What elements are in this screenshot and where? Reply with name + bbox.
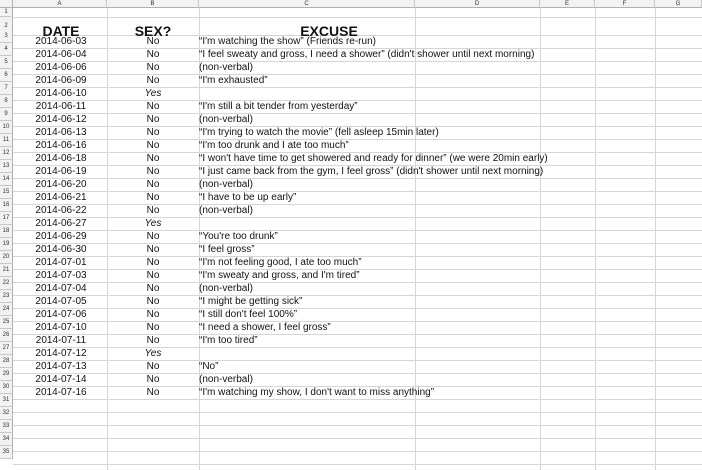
row-header[interactable]: 11	[0, 134, 13, 147]
cell-date[interactable]: 2014-06-22	[35, 205, 87, 216]
cell-date[interactable]: 2014-06-04	[35, 49, 87, 60]
cell-sex[interactable]: No	[146, 205, 160, 216]
cell-sex[interactable]: No	[146, 127, 160, 138]
row-header[interactable]: 5	[0, 56, 13, 69]
cell-excuse[interactable]: “I'm watching the show” (Friends re-run)	[199, 36, 376, 47]
cell-excuse[interactable]: “I'm sweaty and gross, and I'm tired”	[199, 270, 360, 281]
row-header[interactable]: 13	[0, 160, 13, 173]
header-excuse[interactable]: EXCUSE	[300, 23, 358, 39]
cell-excuse[interactable]: “You're too drunk”	[199, 231, 278, 242]
cell-sex[interactable]: No	[146, 322, 160, 333]
gridline-horizontal	[13, 464, 702, 465]
row-header[interactable]: 28	[0, 355, 13, 368]
cell-date[interactable]: 2014-07-12	[35, 348, 87, 359]
row-header[interactable]: 17	[0, 212, 13, 225]
cell-date[interactable]: 2014-07-14	[35, 374, 87, 385]
cell-date[interactable]: 2014-06-20	[35, 179, 87, 190]
row-header[interactable]: 25	[0, 316, 13, 329]
cell-excuse[interactable]: “I'm too tired”	[199, 335, 258, 346]
cell-excuse[interactable]: “I need a shower, I feel gross”	[199, 322, 331, 333]
cell-excuse[interactable]: “I'm exhausted”	[199, 75, 268, 86]
cell-sex[interactable]: No	[146, 309, 160, 320]
column-header-f[interactable]: F	[595, 0, 655, 8]
cell-excuse[interactable]: “I'm not feeling good, I ate too much”	[199, 257, 362, 268]
row-header[interactable]: 23	[0, 290, 13, 303]
cell-excuse[interactable]: “I'm watching my show, I don't want to miss anything”	[199, 387, 435, 398]
cell-excuse[interactable]: (non-verbal)	[199, 114, 253, 125]
gridline-horizontal	[13, 412, 702, 413]
cell-sex[interactable]: No	[146, 166, 160, 177]
column-header-b[interactable]: B	[107, 0, 199, 8]
cell-excuse[interactable]: “I feel sweaty and gross, I need a shower” (didn't shower until next morning)	[199, 49, 535, 60]
row-header[interactable]: 30	[0, 381, 13, 394]
cell-excuse[interactable]: (non-verbal)	[199, 374, 253, 385]
cell-excuse[interactable]: “I'm still a bit tender from yesterday”	[199, 101, 358, 112]
row-header[interactable]: 15	[0, 186, 13, 199]
cell-date[interactable]: 2014-06-06	[35, 62, 87, 73]
row-header[interactable]: 24	[0, 303, 13, 316]
cell-sex[interactable]: No	[146, 153, 160, 164]
cell-excuse[interactable]: “I have to be up early”	[199, 192, 297, 203]
row-header[interactable]: 19	[0, 238, 13, 251]
gridline-vertical	[595, 8, 596, 470]
row-header[interactable]: 10	[0, 121, 13, 134]
cell-date[interactable]: 2014-07-11	[35, 335, 87, 346]
gridline-horizontal	[13, 438, 702, 439]
cell-excuse[interactable]: “I might be getting sick”	[199, 296, 303, 307]
cell-sex[interactable]: No	[146, 387, 160, 398]
row-header[interactable]: 8	[0, 95, 13, 108]
cell-excuse[interactable]: “No”	[199, 361, 219, 372]
row-header[interactable]: 3	[0, 30, 13, 43]
row-header[interactable]: 31	[0, 394, 13, 407]
cell-sex[interactable]: No	[146, 270, 160, 281]
row-header[interactable]: 14	[0, 173, 13, 186]
cell-excuse[interactable]: (non-verbal)	[199, 179, 253, 190]
gridline-vertical	[415, 8, 416, 470]
cell-sex[interactable]: No	[146, 192, 160, 203]
row-header[interactable]: 7	[0, 82, 13, 95]
row-header[interactable]: 34	[0, 433, 13, 446]
row-header[interactable]: 26	[0, 329, 13, 342]
cell-date[interactable]: 2014-07-04	[35, 283, 87, 294]
cell-sex[interactable]: No	[146, 75, 160, 86]
cell-sex[interactable]: Yes	[144, 348, 162, 359]
cell-date[interactable]: 2014-06-18	[35, 153, 87, 164]
gridline-horizontal	[13, 17, 702, 18]
cell-excuse[interactable]: “I'm trying to watch the movie” (fell asleep 15min later)	[199, 127, 439, 138]
cell-date[interactable]: 2014-07-10	[35, 322, 87, 333]
cell-excuse[interactable]: “I'm too drunk and I ate too much”	[199, 140, 349, 151]
cell-date[interactable]: 2014-07-16	[35, 387, 87, 398]
cell-date[interactable]: 2014-06-27	[35, 218, 87, 229]
row-header[interactable]: 22	[0, 277, 13, 290]
row-header[interactable]: 29	[0, 368, 13, 381]
cell-date[interactable]: 2014-07-06	[35, 309, 87, 320]
cell-sex[interactable]: No	[146, 361, 160, 372]
row-header[interactable]: 33	[0, 420, 13, 433]
cell-sex[interactable]: No	[146, 335, 160, 346]
cell-excuse[interactable]: (non-verbal)	[199, 283, 253, 294]
cell-sex[interactable]: No	[146, 283, 160, 294]
cell-sex[interactable]: No	[146, 179, 160, 190]
cell-excuse[interactable]: (non-verbal)	[199, 62, 253, 73]
row-header[interactable]: 16	[0, 199, 13, 212]
cell-sex[interactable]: No	[146, 296, 160, 307]
cell-date[interactable]: 2014-07-13	[35, 361, 87, 372]
row-header[interactable]: 2	[0, 17, 13, 35]
cell-date[interactable]: 2014-06-30	[35, 244, 87, 255]
row-header[interactable]: 20	[0, 251, 13, 264]
cell-excuse[interactable]: “I feel gross”	[199, 244, 255, 255]
header-date[interactable]: DATE	[42, 23, 80, 39]
gridline-horizontal	[13, 425, 702, 426]
row-header[interactable]: 18	[0, 225, 13, 238]
header-sex[interactable]: SEX?	[134, 23, 172, 39]
row-header[interactable]: 12	[0, 147, 13, 160]
column-header-g[interactable]: G	[655, 0, 702, 8]
column-header-e[interactable]: E	[540, 0, 595, 8]
cell-date[interactable]: 2014-07-03	[35, 270, 87, 281]
column-header-a[interactable]: A	[13, 0, 107, 8]
cell-date[interactable]: 2014-06-29	[35, 231, 87, 242]
cell-date[interactable]: 2014-07-05	[35, 296, 87, 307]
row-header[interactable]: 21	[0, 264, 13, 277]
column-header-d[interactable]: D	[415, 0, 540, 8]
cell-excuse[interactable]: “I just came back from the gym, I feel gross” (didn't shower until next morning)	[199, 166, 544, 177]
cell-sex[interactable]: No	[146, 231, 160, 242]
cell-excuse[interactable]: “I won't have time to get showered and ready for dinner” (we were 20min early)	[199, 153, 548, 164]
gridline-vertical	[655, 8, 656, 470]
gridline-horizontal	[13, 451, 702, 452]
cell-sex[interactable]: No	[146, 101, 160, 112]
row-header[interactable]: 9	[0, 108, 13, 121]
row-header[interactable]: 32	[0, 407, 13, 420]
row-header[interactable]: 35	[0, 446, 13, 459]
cell-date[interactable]: 2014-06-09	[35, 75, 87, 86]
cell-excuse[interactable]: “I still don't feel 100%”	[199, 309, 298, 320]
cell-sex[interactable]: No	[146, 49, 160, 60]
cell-date[interactable]: 2014-06-19	[35, 166, 87, 177]
gridline-vertical	[540, 8, 541, 470]
cell-sex[interactable]: No	[146, 257, 160, 268]
cell-sex[interactable]: No	[146, 36, 160, 47]
row-header[interactable]: 4	[0, 43, 13, 56]
cell-sex[interactable]: No	[146, 114, 160, 125]
cell-date[interactable]: 2014-06-12	[35, 114, 87, 125]
cell-date[interactable]: 2014-06-13	[35, 127, 87, 138]
column-header-c[interactable]: C	[199, 0, 415, 8]
cell-excuse[interactable]: (non-verbal)	[199, 205, 253, 216]
row-header[interactable]: 6	[0, 69, 13, 82]
cell-date[interactable]: 2014-07-01	[35, 257, 87, 268]
cell-date[interactable]: 2014-06-10	[35, 88, 87, 99]
cell-sex[interactable]: No	[146, 140, 160, 151]
cell-date[interactable]: 2014-06-03	[35, 36, 87, 47]
cell-date[interactable]: 2014-06-21	[35, 192, 87, 203]
cell-date[interactable]: 2014-06-16	[35, 140, 87, 151]
cell-sex[interactable]: No	[146, 374, 160, 385]
cell-sex[interactable]: Yes	[144, 88, 162, 99]
cell-date[interactable]: 2014-06-11	[35, 101, 87, 112]
row-header[interactable]: 27	[0, 342, 13, 355]
row-header[interactable]: 1	[0, 8, 13, 17]
gridline-horizontal	[13, 399, 702, 400]
cell-sex[interactable]: No	[146, 62, 160, 73]
cell-sex[interactable]: Yes	[144, 218, 162, 229]
cell-sex[interactable]: No	[146, 244, 160, 255]
select-all-corner[interactable]	[0, 0, 13, 8]
